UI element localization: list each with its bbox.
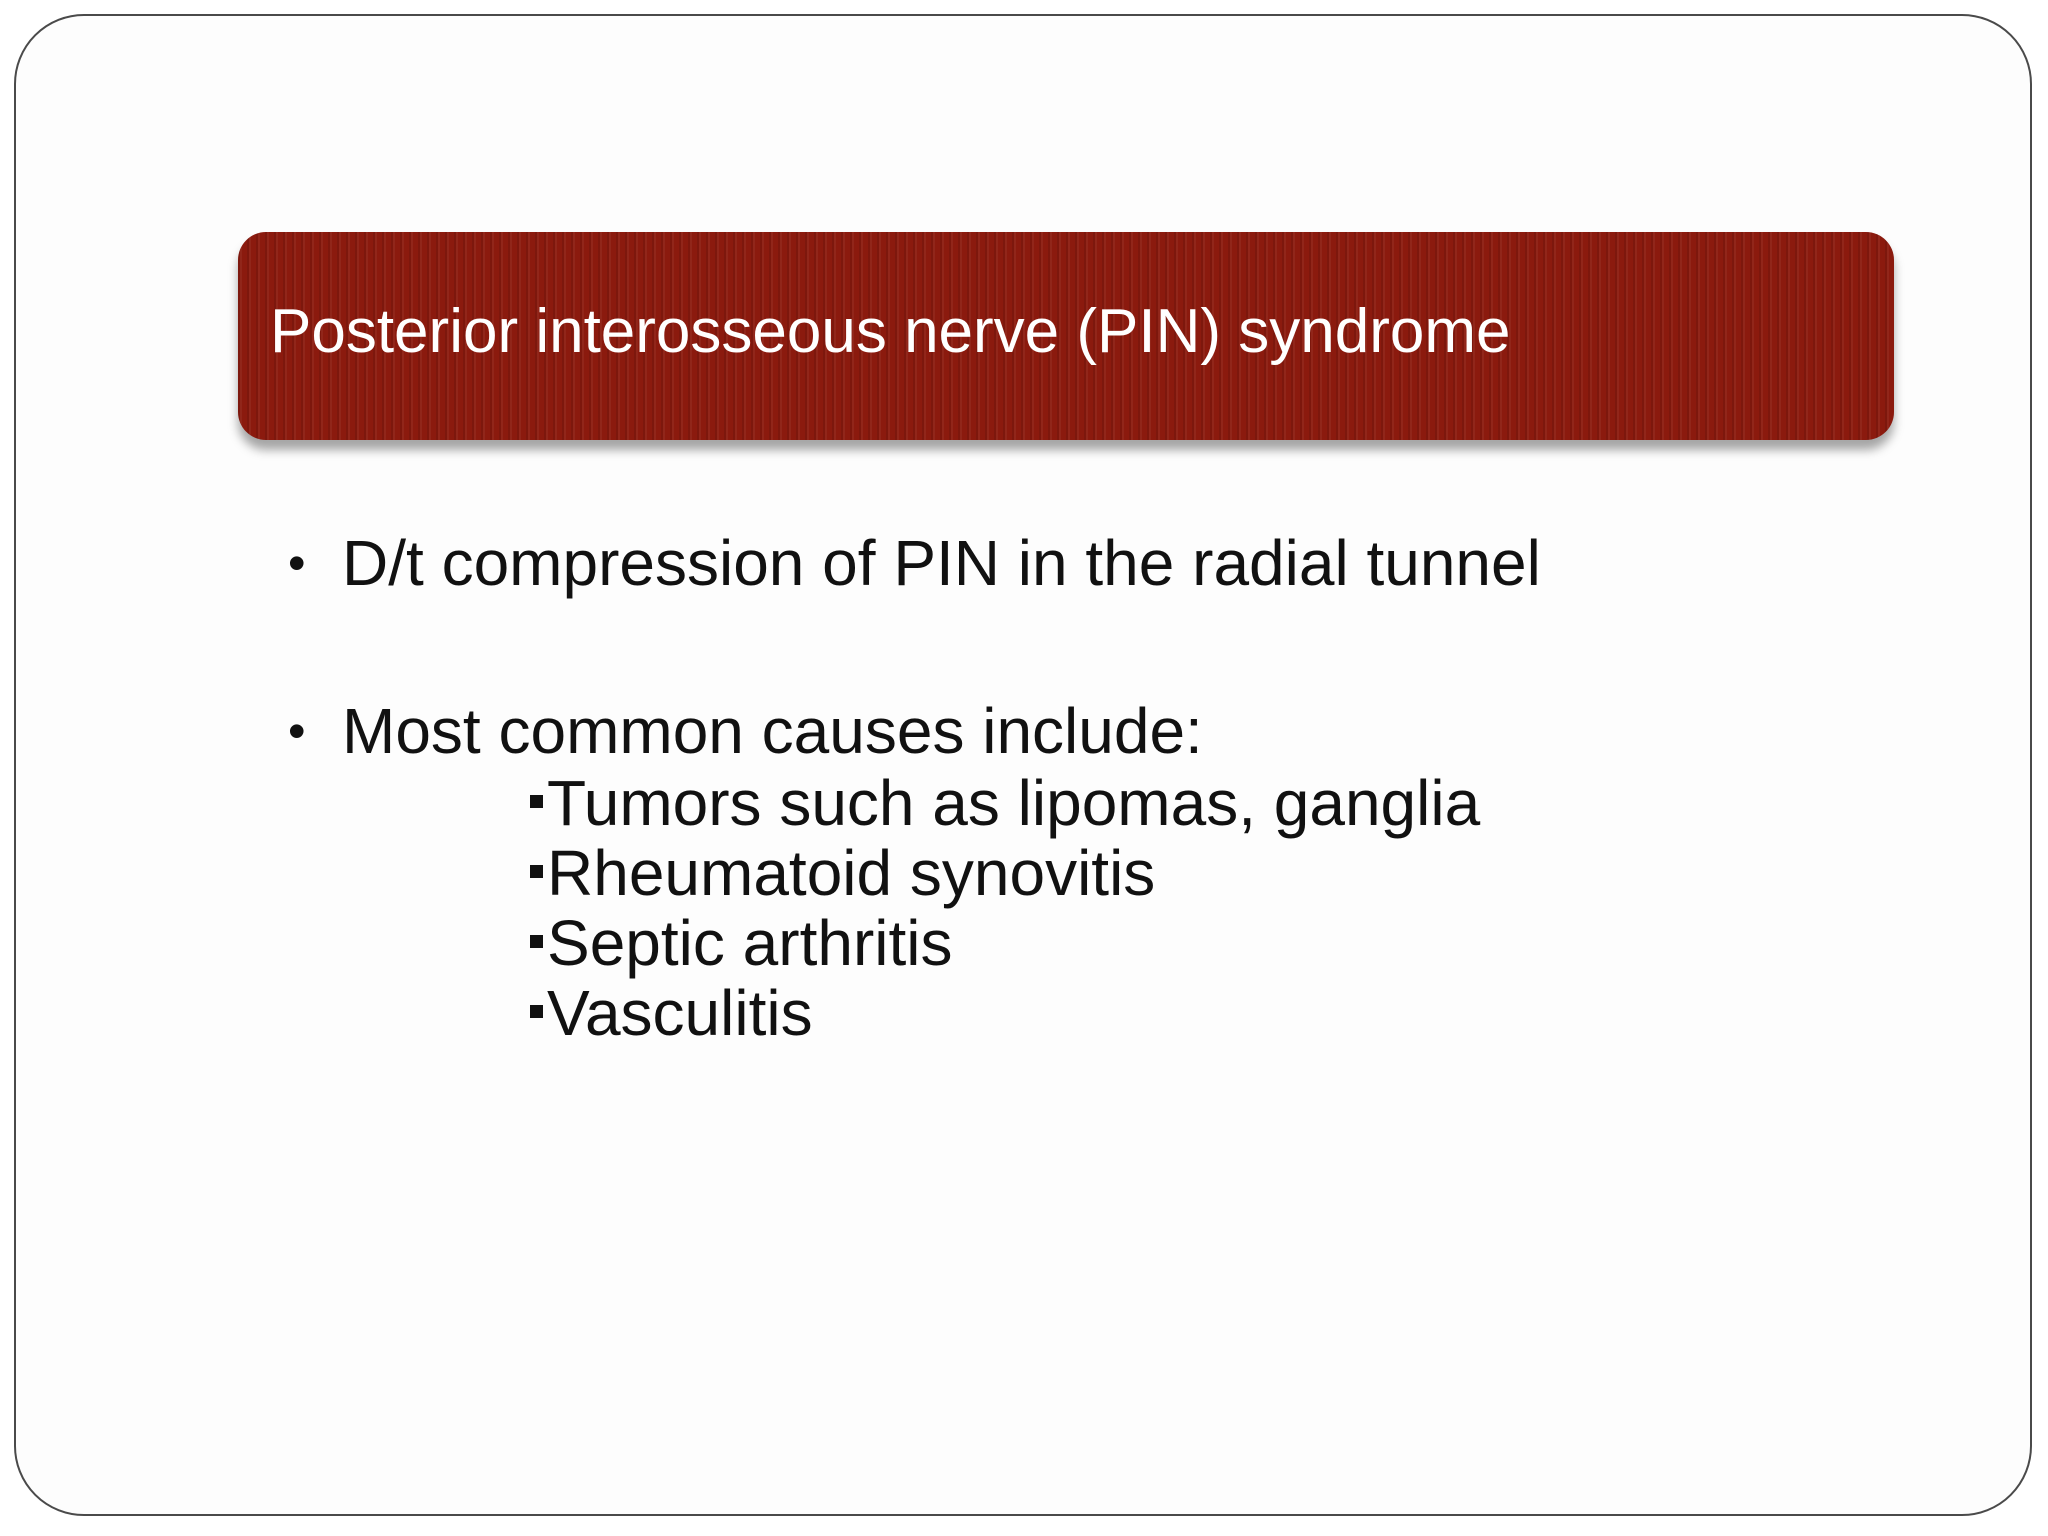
bullet-dot-icon: • — [288, 703, 306, 759]
slide-content — [288, 526, 1888, 1048]
square-bullet-icon — [530, 795, 543, 808]
slide-frame — [14, 14, 2032, 1516]
cause-text: Septic arthritis — [547, 907, 953, 979]
slide-title: Posterior interosseous nerve (PIN) syndrome — [270, 297, 1511, 366]
bullet-item — [288, 526, 1888, 600]
bullet-dot-icon: • — [288, 535, 306, 591]
bullet-text: Most common causes include: — [342, 695, 1203, 767]
cause-item — [530, 838, 1888, 908]
square-bullet-icon — [530, 865, 543, 878]
cause-text: Tumors such as lipomas, ganglia — [547, 767, 1481, 839]
square-bullet-icon — [530, 1005, 543, 1018]
cause-text: Rheumatoid synovitis — [547, 837, 1156, 909]
bullet-item — [288, 694, 1888, 768]
cause-text: Vasculitis — [547, 977, 813, 1049]
cause-item — [530, 908, 1888, 978]
cause-item — [530, 978, 1888, 1048]
bullet-text: D/t compression of PIN in the radial tunnel — [342, 527, 1541, 599]
square-bullet-icon — [530, 935, 543, 948]
title-banner — [238, 232, 1894, 440]
cause-list — [288, 768, 1888, 1048]
cause-item — [530, 768, 1888, 838]
